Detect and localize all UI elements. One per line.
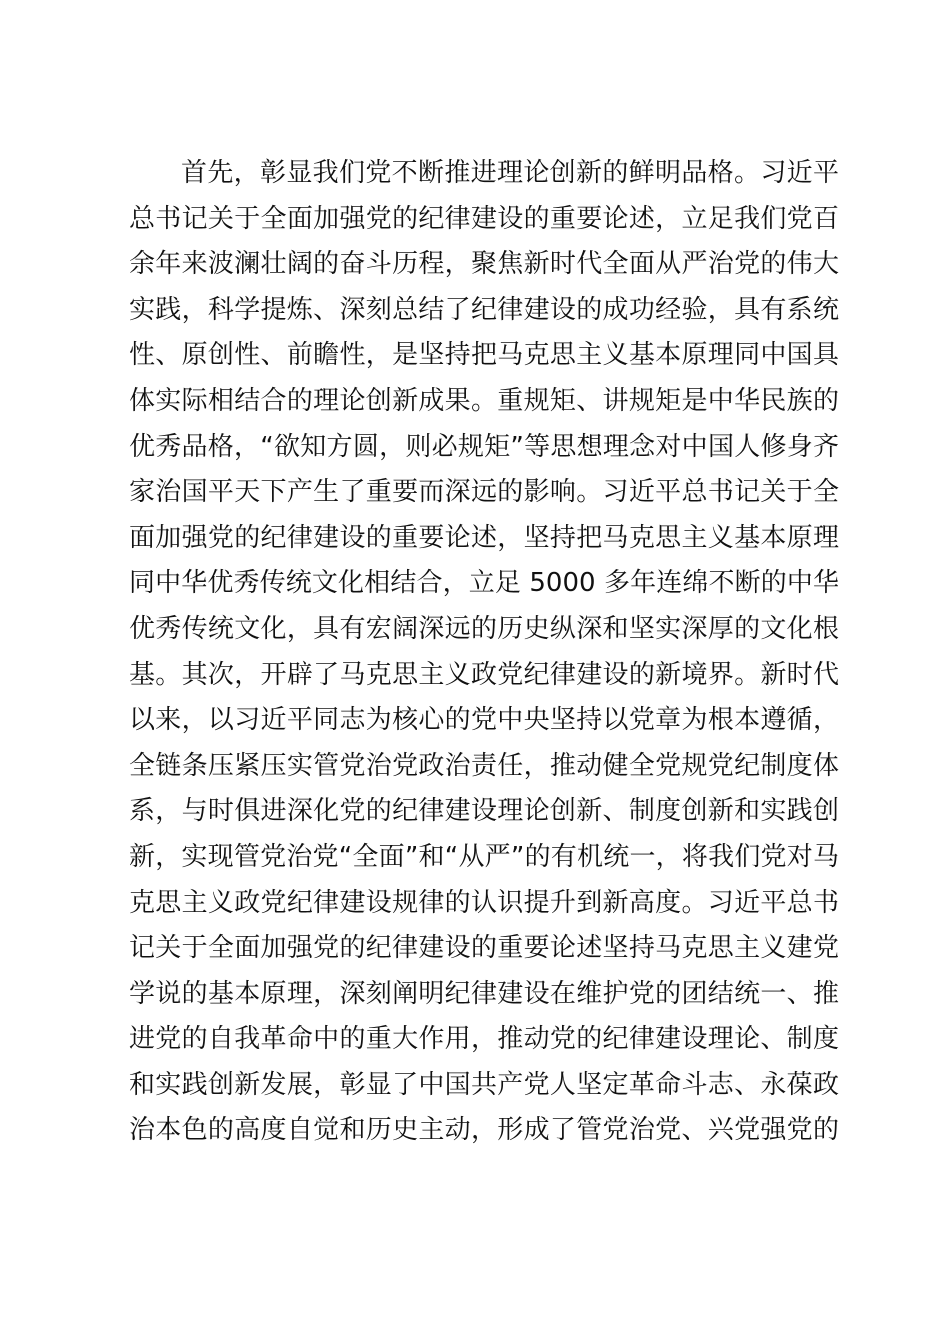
text-line: 系，与时俱进深化党的纪律建设理论创新、制度创新和实践创 [129, 796, 839, 827]
text-line: 学说的基本原理，深刻阐明纪律建设在维护党的团结统一、推 [129, 978, 839, 1009]
text-line: 同中华优秀传统文化相结合，立足 5000 多年连绵不断的中华 [129, 568, 839, 599]
text-line: 克思主义政党纪律建设规律的认识提升到新高度。习近平总书 [129, 887, 839, 918]
text-line: 治本色的高度自觉和历史主动，形成了管党治党、兴党强党的 [129, 1115, 839, 1146]
text-line: 以来，以习近平同志为核心的党中央坚持以党章为根本遵循， [129, 705, 839, 736]
text-line: 实践，科学提炼、深刻总结了纪律建设的成功经验，具有系统 [129, 294, 839, 325]
text-line: 家治国平天下产生了重要而深远的影响。习近平总书记关于全 [129, 477, 839, 508]
text-line: 首先，彰显我们党不断推进理论创新的鲜明品格。习近平 [181, 158, 839, 188]
text-line: 余年来波澜壮阔的奋斗历程，聚焦新时代全面从严治党的伟大 [129, 249, 839, 280]
text-line: 新，实现管党治党“全面”和“从严”的有机统一，将我们党对马 [129, 841, 839, 872]
text-line: 记关于全面加强党的纪律建设的重要论述坚持马克思主义建党 [129, 933, 839, 964]
text-line: 面加强党的纪律建设的重要论述，坚持把马克思主义基本原理 [129, 522, 839, 553]
text-line: 基。其次，开辟了马克思主义政党纪律建设的新境界。新时代 [129, 659, 839, 690]
text-line: 体实际相结合的理论创新成果。重规矩、讲规矩是中华民族的 [129, 385, 839, 416]
text-line: 和实践创新发展，彰显了中国共产党人坚定革命斗志、永葆政 [129, 1069, 839, 1100]
text-line: 优秀传统文化，具有宏阔深远的历史纵深和坚实深厚的文化根 [129, 613, 839, 644]
text-line: 进党的自我革命中的重大作用，推动党的纪律建设理论、制度 [129, 1024, 839, 1055]
text-line: 性、原创性、前瞻性，是坚持把马克思主义基本原理同中国具 [129, 340, 839, 371]
text-line: 总书记关于全面加强党的纪律建设的重要论述，立足我们党百 [129, 203, 839, 234]
text-line: 优秀品格，“欲知方圆，则必规矩”等思想理念对中国人修身齐 [129, 431, 839, 462]
body-paragraph [129, 151, 839, 1154]
text-line: 全链条压紧压实管党治党政治责任，推动健全党规党纪制度体 [129, 750, 839, 781]
